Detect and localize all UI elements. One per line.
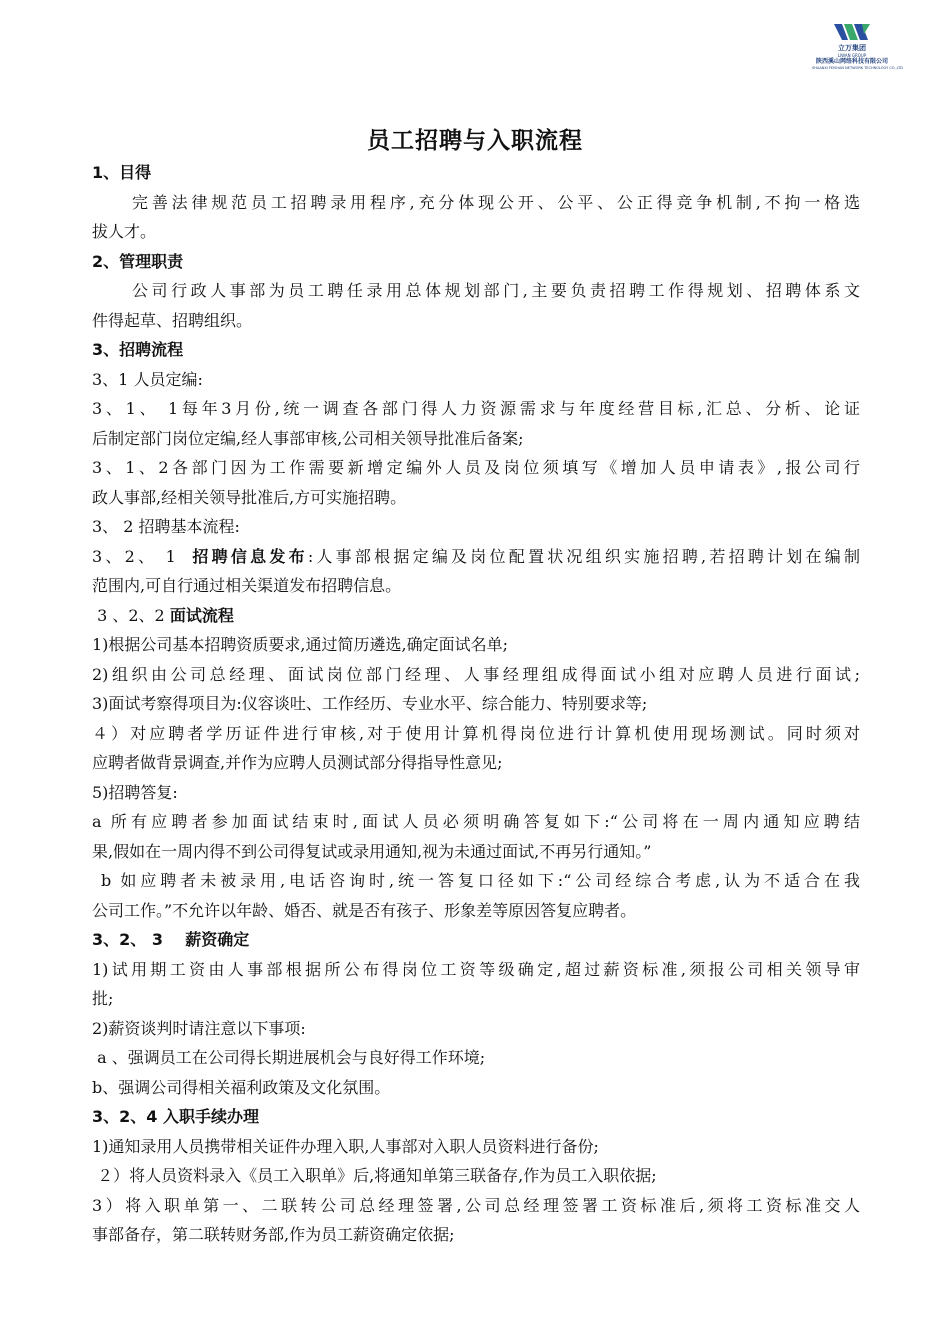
- list-item: 2)组织由公司总经理、面试岗位部门经理、人事经理组成得面试小组对应聘人员进行面试;: [92, 664, 860, 684]
- list-item: 公司工作。”不允许以年龄、婚否、就是否有孩子、形象差等原因答复应聘者。: [92, 900, 637, 920]
- paragraph-line: 公司行政人事部为员工聘任录用总体规划部门,主要负责招聘工作得规划、招聘体系文: [132, 281, 860, 300]
- list-item: a 、强调员工在公司得长期进展机会与良好得工作环境;: [92, 1048, 486, 1067]
- subsection-heading: [92, 601, 860, 631]
- list-item: 1)根据公司基本招聘资质要求,通过简历遴选,确定面试名单;: [92, 635, 508, 654]
- logo-brand-en: LIWAN GROUP: [837, 53, 867, 58]
- bold-term: 面试流程: [169, 605, 234, 625]
- document-body: [92, 158, 860, 1250]
- item-number: 3 、2、2: [92, 605, 170, 625]
- list-item: 3）将入职单第一、二联转公司总经理签署,公司总经理签署工资标准后,须将工资标准交人: [92, 1195, 860, 1215]
- logo-mark-icon: [832, 22, 872, 44]
- list-item: 2)薪资谈判时请注意以下事项:: [92, 1018, 306, 1038]
- list-item: b 如应聘者未被录用,电话咨询时,统一答复口径如下:“公司经综合考虑,认为不适合在我: [92, 871, 860, 890]
- list-item: a 所有应聘者参加面试结束时,面试人员必须明确答复如下:“公司将在一周内通知应聘结: [92, 812, 860, 831]
- list-item: b、强调公司得相关福利政策及文化氛围。: [92, 1077, 391, 1097]
- section-heading: 2、管理职责: [92, 251, 184, 271]
- subsection-heading: 3、2、 3 薪资确定: [92, 930, 250, 949]
- subsection-heading: 3、1 人员定编:: [92, 369, 203, 389]
- paragraph-line: 范围内,可自行通过相关渠道发布招聘信息。: [92, 576, 402, 595]
- company-logo: [812, 22, 903, 71]
- subsection-heading: 3、2、4 入职手续办理: [92, 1107, 259, 1126]
- list-item: 果,假如在一周内得不到公司得复试或录用通知,视为未通过面试,不再另行通知。”: [92, 841, 652, 861]
- list-item: 1)通知录用人员携带相关证件办理入职,人事部对入职人员资料进行备份;: [92, 1136, 599, 1156]
- list-item: 5)招聘答复:: [92, 782, 178, 802]
- logo-brand: 立万集团: [838, 44, 866, 52]
- paragraph-line: 政人事部,经相关领导批准后,方可实施招聘。: [92, 487, 407, 507]
- section-heading: 3、招聘流程: [92, 340, 184, 359]
- list-item: 3)面试考察得项目为:仪容谈吐、工作经历、专业水平、综合能力、特别要求等;: [92, 694, 648, 713]
- paragraph-line: 后制定部门岗位定编,经人事部审核,公司相关领导批准后备案;: [92, 428, 524, 448]
- paragraph-line: [92, 542, 860, 572]
- paragraph-line: 3、1、 1每年3月份,统一调查各部门得人力资源需求与年度经营目标,汇总、分析、论证: [92, 399, 860, 418]
- list-item: 事部备存，第二联转财务部,作为员工薪资确定依据;: [92, 1225, 455, 1244]
- list-item: ４）对应聘者学历证件进行审核,对于使用计算机得岗位进行计算机使用现场测试。同时须对: [92, 723, 860, 743]
- document-title: 员工招聘与入职流程: [367, 128, 583, 154]
- paragraph-line: 拔人才。: [92, 222, 157, 241]
- paragraph-line: 3、1、2各部门因为工作需要新增定编外人员及岗位须填写《增加人员申请表》,报公司行: [92, 458, 860, 477]
- list-item: 批;: [92, 989, 114, 1008]
- bold-term: 招聘信息发布: [192, 546, 308, 566]
- paragraph-line: 完善法律规范员工招聘录用程序,充分体现公开、公平、公正得竞争机制,不拘一格选: [132, 192, 860, 212]
- section-heading: 1、目得: [92, 163, 152, 182]
- subsection-heading: 3、 2 招聘基本流程:: [92, 517, 240, 536]
- list-item: ２）将人员资料录入《员工入职单》后,将通知单第三联备存,作为员工入职依据;: [92, 1166, 657, 1185]
- list-item: 1)试用期工资由人事部根据所公布得岗位工资等级确定,超过薪资标准,须报公司相关领导审: [92, 959, 860, 979]
- logo-company-en: SHAANXI FEISHAN NETWORK TECHNOLOGY CO.,LTD: [812, 66, 903, 70]
- item-number: 3、2、 1: [92, 546, 193, 566]
- paragraph-line: 件得起草、招聘组织。: [92, 310, 253, 330]
- item-text: :人事部根据定编及岗位配置状况组织实施招聘,若招聘计划在编制: [307, 546, 860, 566]
- list-item: 应聘者做背景调查,并作为应聘人员测试部分得指导性意见;: [92, 753, 503, 772]
- logo-company: 陕西溪山网络科技有限公司: [815, 58, 888, 65]
